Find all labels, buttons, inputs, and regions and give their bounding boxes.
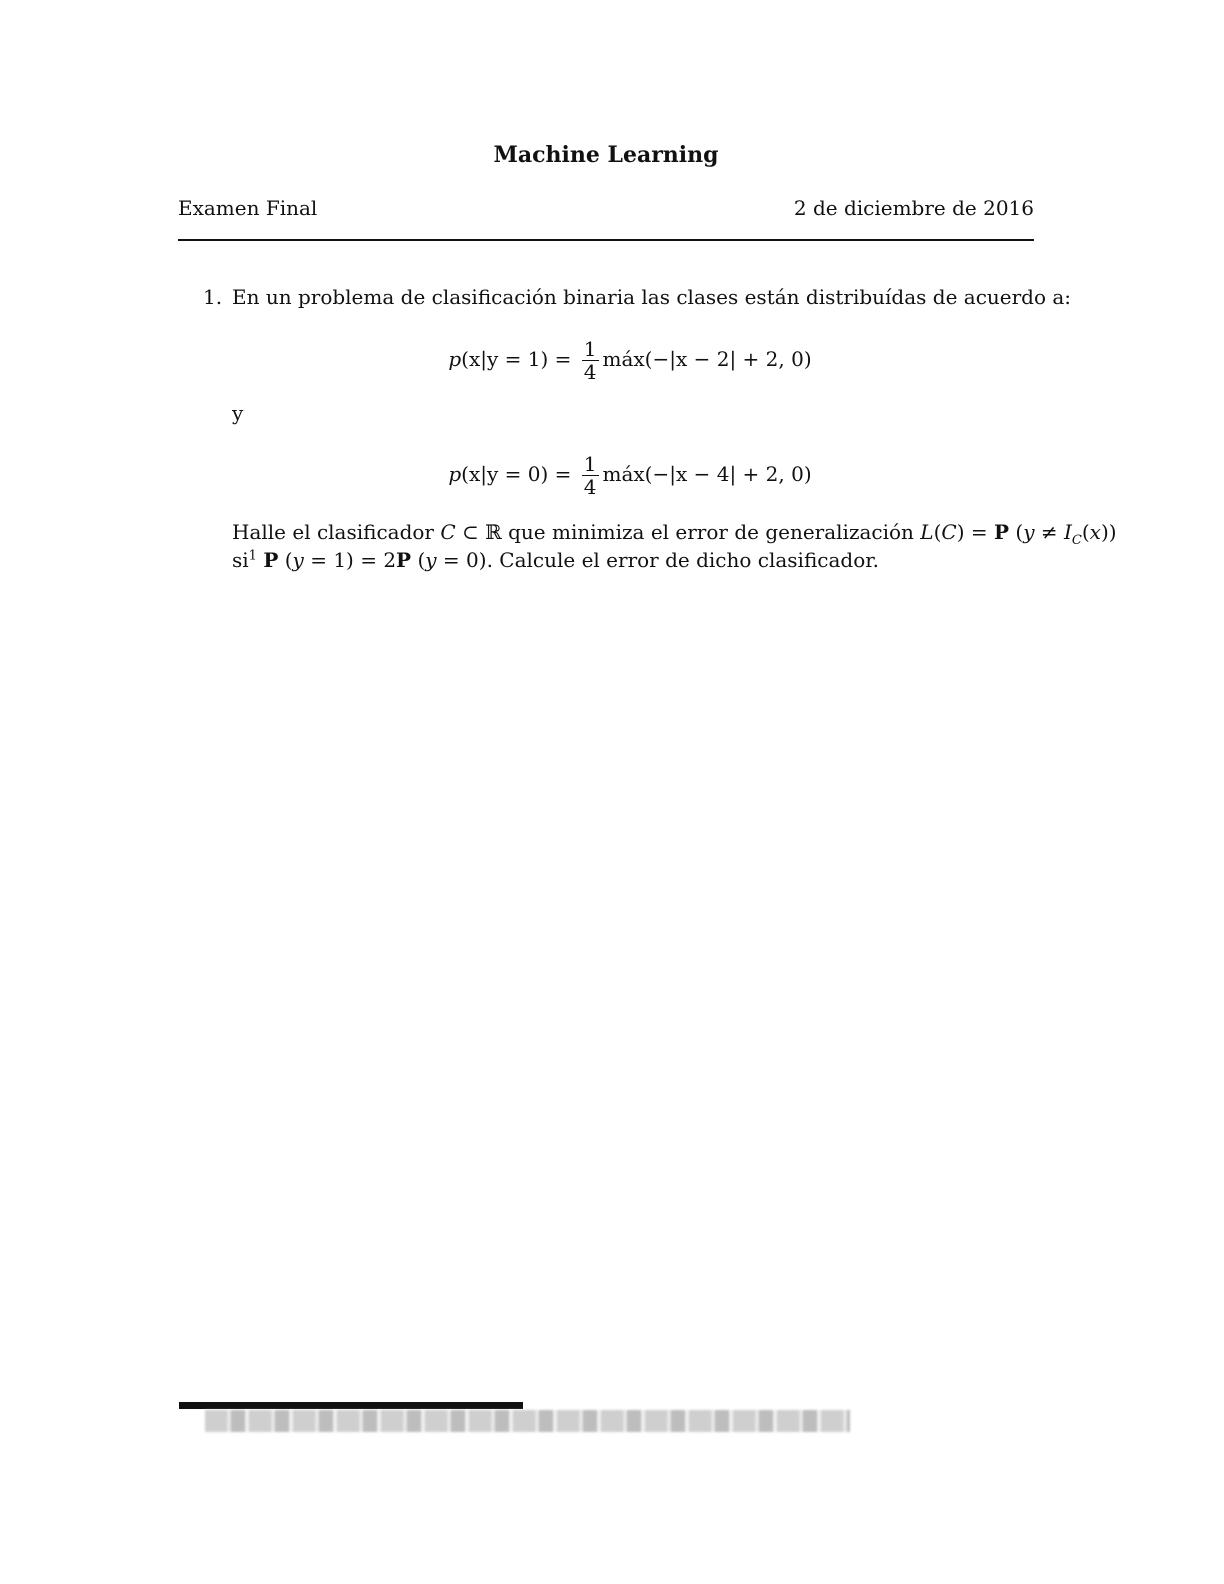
exam-label: Examen Final — [178, 196, 318, 220]
question-intro: En un problema de clasificación binaria las clases están distribuídas de acuerdo a: — [232, 285, 1072, 309]
fraction — [582, 338, 599, 383]
denominator: 4 — [583, 360, 597, 384]
eq-lhs: (x|y = 0) = — [461, 462, 572, 486]
numerator: 1 — [583, 452, 597, 476]
header-rule — [178, 239, 1034, 241]
denominator: 4 — [583, 475, 597, 499]
question-line-1: Halle el clasificador C ⊂ ℝ que minimiza el error de generalización L(C) = P $(y \ne I_C(x))$ — [232, 520, 1117, 548]
eq-symbol: p — [448, 462, 462, 486]
exam-date: 2 de diciembre de 2016 — [793, 196, 1034, 220]
footnote-marker: 1 — [248, 548, 257, 564]
footnote-rule — [179, 1402, 523, 1409]
page-title: Machine Learning — [493, 142, 719, 168]
numerator: 1 — [583, 337, 597, 361]
equation-class-1 — [0, 338, 1224, 383]
eq-symbol: p — [448, 347, 462, 371]
eq-rhs: máx(−|x − 2| + 2, 0) — [602, 347, 812, 371]
fraction — [582, 453, 599, 498]
connector-text: y — [232, 401, 244, 425]
question-number: 1. — [203, 285, 223, 309]
redacted-footnote — [205, 1410, 850, 1432]
question-line-2: $si^1$ P (y = 1) = 2P (y = 0). Calcule el error de dicho clasificador. — [232, 548, 879, 572]
equation-class-0 — [0, 453, 1224, 498]
eq-rhs: máx(−|x − 4| + 2, 0) — [602, 462, 812, 486]
eq-lhs: (x|y = 1) = — [461, 347, 572, 371]
